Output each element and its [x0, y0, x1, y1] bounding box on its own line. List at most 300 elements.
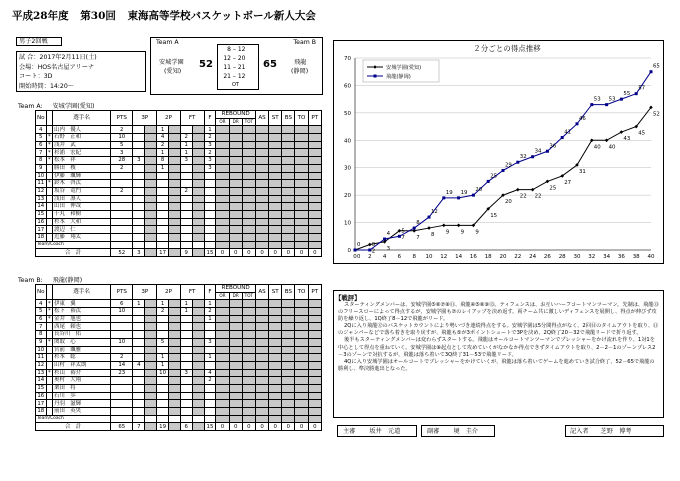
player-fouls	[204, 323, 216, 331]
player-pts	[111, 218, 133, 226]
player-3p	[133, 408, 145, 416]
player-2p	[157, 315, 169, 323]
scoreboard	[150, 37, 323, 95]
player-fouls: 1	[204, 354, 216, 362]
player-extra-stat	[242, 157, 255, 165]
player-fouls: 3	[204, 157, 216, 165]
player-extra-stat	[229, 384, 242, 392]
player-3pa	[145, 323, 157, 331]
y-tick-label: 60	[344, 83, 351, 90]
player-extra-stat	[255, 377, 268, 385]
player-extra-stat	[229, 408, 242, 416]
period-1: 8 – 12	[227, 46, 246, 53]
total-cell: 0	[242, 423, 255, 431]
player-extra-stat	[216, 187, 229, 195]
sub-referee-label: 副審	[427, 428, 440, 435]
season: 平成28年度	[12, 10, 69, 22]
player-extra-stat	[282, 346, 295, 354]
player-2pa	[169, 392, 181, 400]
player-name: 浅田 凛人	[53, 195, 111, 203]
player-no: 5	[36, 134, 47, 142]
player-ft: 3	[180, 369, 192, 377]
player-3p	[133, 134, 145, 142]
category-badge	[16, 37, 62, 46]
game-info: 試 合：2017年2月11日(土) 会場：HOS名古屋アリーナ コート：3D 開始時間：14:20～	[16, 51, 146, 92]
player-3p	[133, 315, 145, 323]
player-extra-stat	[295, 408, 308, 416]
player-extra-stat	[282, 400, 295, 408]
player-3p	[133, 346, 145, 354]
player-no: 12	[37, 362, 45, 369]
player-extra-stat	[295, 354, 308, 362]
header-ft: FT	[180, 285, 204, 300]
team-b-label: Team B	[293, 39, 316, 46]
player-extra-stat	[308, 164, 321, 172]
team-coach-cell	[157, 415, 169, 423]
data-label: 32	[519, 154, 527, 161]
player-extra-stat	[308, 408, 321, 416]
player-2pa	[169, 361, 181, 369]
player-fouls: 2	[204, 308, 216, 316]
header-3p: 3P	[133, 111, 157, 126]
starter-mark: *	[47, 300, 51, 307]
x-tick-label: 38	[632, 254, 640, 260]
player-extra-stat	[242, 308, 255, 316]
total-cell: 0	[308, 249, 321, 257]
player-extra-stat	[242, 187, 255, 195]
player-extra-stat	[308, 400, 321, 408]
player-fouls: 4	[204, 369, 216, 377]
x-tick-label: 22	[514, 254, 522, 260]
player-3p	[133, 308, 145, 316]
team-coach-cell	[192, 415, 204, 423]
player-2p	[157, 234, 169, 242]
player-pts	[111, 210, 133, 218]
player-extra-stat	[308, 149, 321, 157]
player-ft: 1	[180, 141, 192, 149]
player-no: 10	[37, 172, 45, 179]
x-tick-label: 36	[617, 254, 625, 260]
header-to: TO	[295, 111, 308, 126]
player-extra-stat	[216, 195, 229, 203]
player-extra-stat	[255, 384, 268, 392]
player-fta	[192, 361, 204, 369]
player-no: 13	[37, 195, 45, 202]
player-extra-stat	[282, 361, 295, 369]
player-ft	[180, 210, 192, 218]
player-no: 14	[37, 377, 45, 384]
player-extra-stat	[269, 300, 282, 308]
player-3p	[133, 331, 145, 339]
player-extra-stat	[282, 172, 295, 180]
player-extra-stat	[229, 315, 242, 323]
player-ft	[180, 203, 192, 211]
x-tick-label: 8	[412, 254, 416, 260]
total-cell	[145, 249, 157, 257]
player-extra-stat	[255, 300, 268, 308]
starter-mark	[46, 164, 53, 172]
player-ft	[180, 377, 192, 385]
team-coach-label: Team/Coach	[36, 241, 111, 249]
player-extra-stat	[216, 369, 229, 377]
data-label: 27	[564, 179, 572, 186]
player-pts	[111, 172, 133, 180]
player-2pa	[169, 369, 181, 377]
player-3pa	[145, 126, 157, 134]
player-ft	[180, 408, 192, 416]
player-extra-stat	[295, 218, 308, 226]
court-value: 3D	[43, 73, 53, 81]
player-extra-stat	[282, 408, 295, 416]
player-ft: 2	[180, 134, 192, 142]
starter-mark: *	[47, 369, 51, 376]
player-name: 千丸 和樹	[53, 210, 111, 218]
starter-mark: *	[47, 134, 51, 141]
score-a: 52	[199, 59, 213, 70]
player-extra-stat	[282, 392, 295, 400]
player-name: 渡辺 仁	[53, 226, 111, 234]
player-extra-stat	[229, 338, 242, 346]
total-cell	[145, 423, 157, 431]
x-tick-label: 34	[603, 254, 611, 260]
chief-referee-box	[337, 425, 417, 437]
data-point	[472, 194, 475, 197]
team-a-label: Team A	[156, 39, 179, 46]
player-extra-stat	[295, 369, 308, 377]
player-row	[36, 164, 322, 172]
data-label: 43	[623, 136, 631, 143]
player-name: 伊藤 颯輝	[53, 172, 111, 180]
data-label: 7	[416, 234, 420, 241]
player-fta	[192, 323, 204, 331]
sub-referee-box	[421, 425, 495, 437]
player-fta	[192, 384, 204, 392]
player-extra-stat	[308, 226, 321, 234]
player-3pa	[145, 180, 157, 188]
player-extra-stat	[216, 180, 229, 188]
player-extra-stat	[255, 226, 268, 234]
player-extra-stat	[255, 126, 268, 134]
player-ft	[180, 126, 192, 134]
player-extra-stat	[229, 195, 242, 203]
recorder-label: 記入者	[570, 428, 589, 435]
player-name: 杉浦 宏紀	[53, 149, 111, 157]
player-extra-stat	[216, 226, 229, 234]
player-row	[36, 234, 322, 242]
player-2pa	[169, 408, 181, 416]
player-fta	[192, 210, 204, 218]
player-extra-stat	[229, 218, 242, 226]
starter-mark	[46, 187, 53, 195]
player-3pa	[145, 234, 157, 242]
player-name: 栗田 将	[53, 384, 111, 392]
player-extra-stat	[282, 210, 295, 218]
player-pts	[111, 346, 133, 354]
player-2pa	[169, 226, 181, 234]
total-cell: 15	[204, 249, 216, 257]
team-coach-cell	[269, 241, 282, 249]
player-extra-stat	[269, 384, 282, 392]
player-name: 杉本 大和	[53, 218, 111, 226]
player-3pa	[145, 157, 157, 165]
total-cell	[169, 249, 181, 257]
player-extra-stat	[255, 180, 268, 188]
player-name: 関取 心	[53, 338, 111, 346]
player-row	[36, 218, 322, 226]
player-row	[36, 408, 322, 416]
player-pts: 10	[111, 134, 133, 142]
player-extra-stat	[282, 369, 295, 377]
player-3p	[133, 203, 145, 211]
player-ft	[180, 180, 192, 188]
x-tick-label: 6	[397, 254, 402, 260]
data-label: 7	[401, 234, 405, 241]
player-name: 杉山 裕介	[53, 369, 111, 377]
data-point	[457, 224, 461, 228]
player-fta	[192, 126, 204, 134]
header-no: No	[36, 285, 47, 300]
header-as: AS	[255, 285, 268, 300]
player-pts	[111, 203, 133, 211]
player-no: 6	[36, 315, 47, 323]
player-ft	[180, 331, 192, 339]
data-point	[516, 188, 520, 192]
player-row	[36, 369, 322, 377]
x-tick-label: 2	[368, 254, 372, 260]
player-extra-stat	[282, 338, 295, 346]
player-no: 16	[37, 392, 45, 399]
player-extra-stat	[255, 149, 268, 157]
player-row	[36, 300, 322, 308]
player-extra-stat	[282, 377, 295, 385]
player-extra-stat	[308, 218, 321, 226]
team-coach-cell	[180, 415, 192, 423]
player-fta	[192, 218, 204, 226]
player-extra-stat	[308, 210, 321, 218]
player-extra-stat	[308, 392, 321, 400]
header-to: TO	[295, 285, 308, 300]
player-fouls: 2	[204, 149, 216, 157]
player-fta	[192, 226, 204, 234]
player-extra-stat	[295, 126, 308, 134]
data-point	[635, 92, 638, 95]
player-extra-stat	[269, 157, 282, 165]
player-fouls	[204, 180, 216, 188]
team-coach-cell	[308, 415, 321, 423]
player-extra-stat	[295, 149, 308, 157]
player-3pa	[145, 384, 157, 392]
player-extra-stat	[269, 323, 282, 331]
player-pts: 10	[111, 308, 133, 316]
player-extra-stat	[255, 134, 268, 142]
data-point	[605, 103, 608, 106]
data-label: 36	[549, 143, 557, 150]
player-fouls	[204, 384, 216, 392]
total-cell: 0	[216, 249, 229, 257]
player-row	[36, 210, 322, 218]
player-ft: 1	[180, 300, 192, 308]
player-fouls	[204, 172, 216, 180]
data-point	[428, 216, 431, 219]
player-row	[36, 331, 322, 339]
legend-marker	[374, 75, 377, 78]
player-no: 15	[37, 211, 45, 218]
data-point	[590, 103, 593, 106]
data-label: 55	[623, 91, 631, 98]
player-extra-stat	[295, 210, 308, 218]
data-label: 53	[608, 96, 616, 103]
player-ft	[180, 164, 192, 172]
data-label: 22	[534, 193, 542, 200]
player-extra-stat	[269, 172, 282, 180]
player-2pa	[169, 203, 181, 211]
team-b-pref: (静岡)	[291, 68, 309, 75]
player-name: 前田 英央	[53, 408, 111, 416]
player-fta	[192, 377, 204, 385]
player-extra-stat	[282, 226, 295, 234]
player-2p	[157, 187, 169, 195]
team-coach-cell	[145, 241, 157, 249]
data-label: 53	[593, 96, 601, 103]
player-pts	[111, 331, 133, 339]
player-extra-stat	[255, 392, 268, 400]
data-point	[457, 196, 460, 199]
player-extra-stat	[229, 392, 242, 400]
player-2p: 8	[157, 157, 169, 165]
player-extra-stat	[255, 203, 268, 211]
player-row	[36, 361, 322, 369]
player-extra-stat	[229, 354, 242, 362]
x-tick-label: 14	[455, 254, 463, 260]
chart-title: ２分ごとの得点推移	[473, 44, 541, 53]
player-extra-stat	[269, 203, 282, 211]
header-starter	[46, 111, 53, 126]
player-3p: 1	[133, 300, 145, 308]
player-extra-stat	[229, 400, 242, 408]
player-extra-stat	[216, 338, 229, 346]
report-title: 【戦評】	[335, 294, 361, 302]
total-cell: 0	[295, 249, 308, 257]
player-name: 坂谷 竜門	[53, 187, 111, 195]
player-2pa	[169, 400, 181, 408]
data-label: 20	[475, 187, 483, 194]
score-chart	[333, 40, 664, 264]
score-b: 65	[263, 59, 277, 70]
player-extra-stat	[295, 377, 308, 385]
player-no: 15	[37, 385, 45, 392]
report-paragraph: スターティングメンバーは、安城学園⑤⑥⑦⑧⑪、飛龍④⑤⑥⑨⑬。ティフェンスは、お互いハーフコートマンツーマン。先制は、飛龍⑬のフリースローによって得点するが、安城学園も⑦のレイアップを決め返す。両チーム共に激しいディフェンスを展開し、得点が伸びず攻防を繰り返し、1Q終了8－12で飛龍がリード。	[338, 302, 659, 323]
data-label: 40	[593, 144, 601, 151]
player-2p: 1	[157, 126, 169, 134]
player-extra-stat	[269, 308, 282, 316]
player-3p	[133, 392, 145, 400]
team-coach-cell	[204, 241, 216, 249]
player-no: 12	[37, 188, 45, 195]
player-fouls: 3	[204, 141, 216, 149]
edition: 第30回	[80, 10, 116, 22]
player-extra-stat	[282, 354, 295, 362]
player-extra-stat	[269, 361, 282, 369]
player-2pa	[169, 187, 181, 195]
header-fouls: F	[204, 285, 216, 300]
player-fouls	[204, 195, 216, 203]
total-cell: 6	[180, 423, 192, 431]
player-2pa	[169, 195, 181, 203]
player-extra-stat	[308, 180, 321, 188]
data-label: 57	[638, 85, 646, 92]
player-extra-stat	[216, 203, 229, 211]
player-extra-stat	[269, 338, 282, 346]
y-tick-label: 0	[347, 248, 351, 254]
player-extra-stat	[242, 369, 255, 377]
player-no: 14	[37, 203, 45, 210]
player-row	[36, 323, 322, 331]
player-3pa	[145, 218, 157, 226]
data-label: 12	[431, 209, 438, 216]
player-2pa	[169, 384, 181, 392]
team-b-header	[18, 275, 82, 284]
player-extra-stat	[295, 203, 308, 211]
player-2p: 10	[157, 369, 169, 377]
player-name: 浅井 武	[53, 141, 111, 149]
time-value: 14:20～	[49, 82, 74, 90]
player-extra-stat	[255, 361, 268, 369]
x-tick-label: 0	[353, 254, 357, 260]
player-extra-stat	[282, 126, 295, 134]
player-extra-stat	[216, 361, 229, 369]
data-label: 40	[608, 144, 616, 151]
header-2p: 2P	[157, 285, 181, 300]
player-extra-stat	[308, 203, 321, 211]
team-coach-cell	[255, 241, 268, 249]
player-extra-stat	[282, 323, 295, 331]
player-pts	[111, 226, 133, 234]
starter-mark	[46, 234, 53, 242]
y-tick-label: 50	[344, 110, 351, 117]
player-extra-stat	[242, 338, 255, 346]
player-extra-stat	[282, 134, 295, 142]
player-fta	[192, 195, 204, 203]
y-tick-label: 30	[344, 165, 351, 172]
player-extra-stat	[308, 338, 321, 346]
player-2pa	[169, 157, 181, 165]
venue-label: 会場	[19, 63, 32, 71]
data-label: 3	[386, 245, 391, 252]
total-cell: 0	[242, 249, 255, 257]
player-extra-stat	[282, 149, 295, 157]
total-cell: 0	[282, 423, 295, 431]
starter-mark	[46, 203, 53, 211]
player-fouls	[204, 361, 216, 369]
header-tot: TOT	[242, 118, 255, 126]
player-no: 16	[37, 218, 45, 225]
player-extra-stat	[216, 384, 229, 392]
player-row	[36, 354, 322, 362]
starter-mark	[46, 400, 53, 408]
data-point	[413, 227, 416, 230]
player-ft	[180, 226, 192, 234]
player-pts: 28	[111, 157, 133, 165]
total-cell: 0	[229, 249, 242, 257]
header-pt: PT	[308, 285, 321, 300]
legend-label: 飛龍(静岡)	[386, 74, 411, 80]
player-no: 4	[36, 300, 47, 308]
player-extra-stat	[216, 400, 229, 408]
player-pts	[111, 400, 133, 408]
team-coach-cell	[192, 241, 204, 249]
player-ft	[180, 384, 192, 392]
player-fouls	[204, 408, 216, 416]
